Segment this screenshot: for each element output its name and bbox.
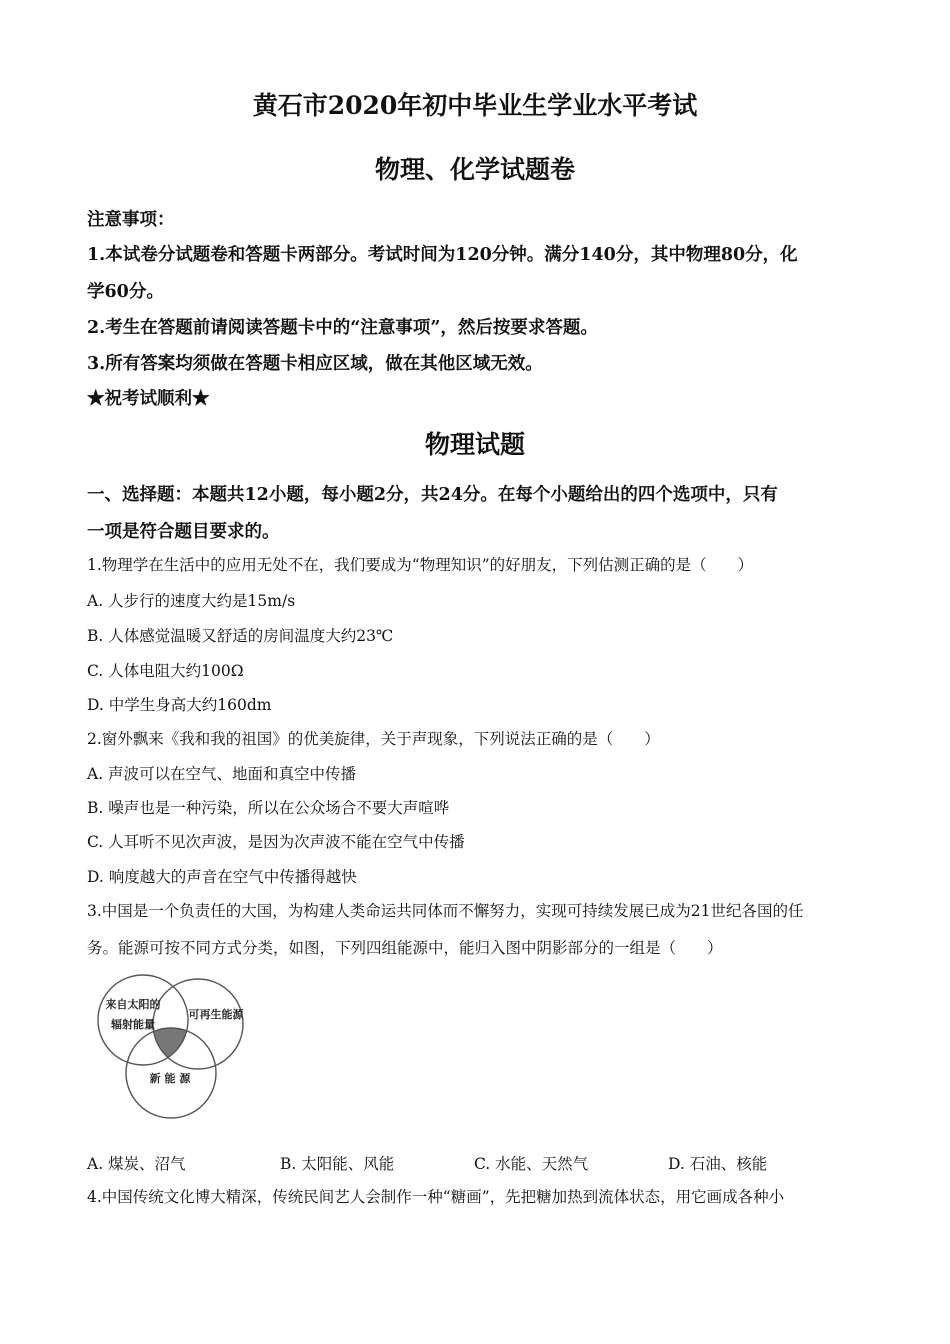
q3-option-a: A. 煤炭、沼气 — [87, 1155, 186, 1173]
section-one-heading: 一、选择题：本题共12小题，每小题2分，共24分。在每个小题给出的四个选项中，只有 — [87, 485, 778, 505]
venn-circle-renewable — [153, 979, 243, 1069]
q2-option-b: B. 噪声也是一种污染，所以在公众场合不要大声喧哗 — [87, 799, 450, 817]
notice-item-3: 3.所有答案均须做在答题卡相应区域，做在其他区域无效。 — [87, 354, 543, 374]
good-luck-line: ★祝考试顺利★ — [87, 389, 210, 409]
energy-venn-diagram — [88, 974, 258, 1124]
venn-label-solar-2: 辐射能量 — [111, 1018, 155, 1031]
section-one-heading-cont: 一项是符合题目要求的。 — [87, 522, 280, 542]
venn-label-solar-1: 来自太阳的 — [105, 998, 161, 1011]
venn-label-new: 新 能 源 — [149, 1072, 191, 1085]
venn-label-renewable: 可再生能源 — [188, 1008, 244, 1021]
q1-option-b: B. 人体感觉温暖又舒适的房间温度大约23℃ — [87, 627, 394, 645]
q3-option-b: B. 太阳能、风能 — [280, 1155, 395, 1173]
q3-option-c: C. 水能、天然气 — [474, 1155, 589, 1173]
q2-option-a: A. 声波可以在空气、地面和真空中传播 — [87, 765, 357, 783]
exam-title: 黄石市2020年初中毕业生学业水平考试 — [252, 91, 698, 120]
q1-option-d: D. 中学生身高大约160dm — [87, 696, 272, 714]
q1-option-a: A. 人步行的速度大约是15m/s — [87, 592, 296, 610]
q2-option-c: C. 人耳听不见次声波，是因为次声波不能在空气中传播 — [87, 833, 465, 851]
notice-item-2: 2.考生在答题前请阅读答题卡中的“注意事项”，然后按要求答题。 — [87, 318, 598, 338]
notice-item-1-cont: 学60分。 — [87, 282, 164, 302]
q3-option-d: D. 石油、核能 — [668, 1155, 768, 1173]
q1-stem: 1.物理学在生活中的应用无处不在，我们要成为“物理知识”的好朋友，下列估测正确的是（ ） — [87, 556, 754, 574]
q3-stem: 3.中国是一个负责任的大国，为构建人类命运共同体而不懈努力，实现可持续发展已成为21世纪各国的任 — [87, 902, 804, 920]
notice-heading: 注意事项： — [87, 210, 175, 230]
notice-item-1: 1.本试卷分试题卷和答题卡两部分。考试时间为120分钟。满分140分，其中物理80分，化 — [87, 245, 798, 265]
q2-option-d: D. 响度越大的声音在空气中传播得越快 — [87, 868, 357, 886]
physics-title: 物理试题 — [424, 430, 525, 459]
q1-option-c: C. 人体电阻大约100Ω — [87, 662, 244, 680]
exam-subtitle: 物理、化学试题卷 — [374, 155, 575, 184]
q4-stem: 4.中国传统文化博大精深，传统民间艺人会制作一种“糖画”，先把糖加热到流体状态，用它画成各种小 — [87, 1188, 785, 1206]
q2-stem: 2.窗外飘来《我和我的祖国》的优美旋律，关于声现象，下列说法正确的是（ ） — [87, 730, 660, 748]
q3-stem-cont: 务。能源可按不同方式分类，如图，下列四组能源中，能归入图中阴影部分的一组是（ ） — [87, 939, 723, 957]
